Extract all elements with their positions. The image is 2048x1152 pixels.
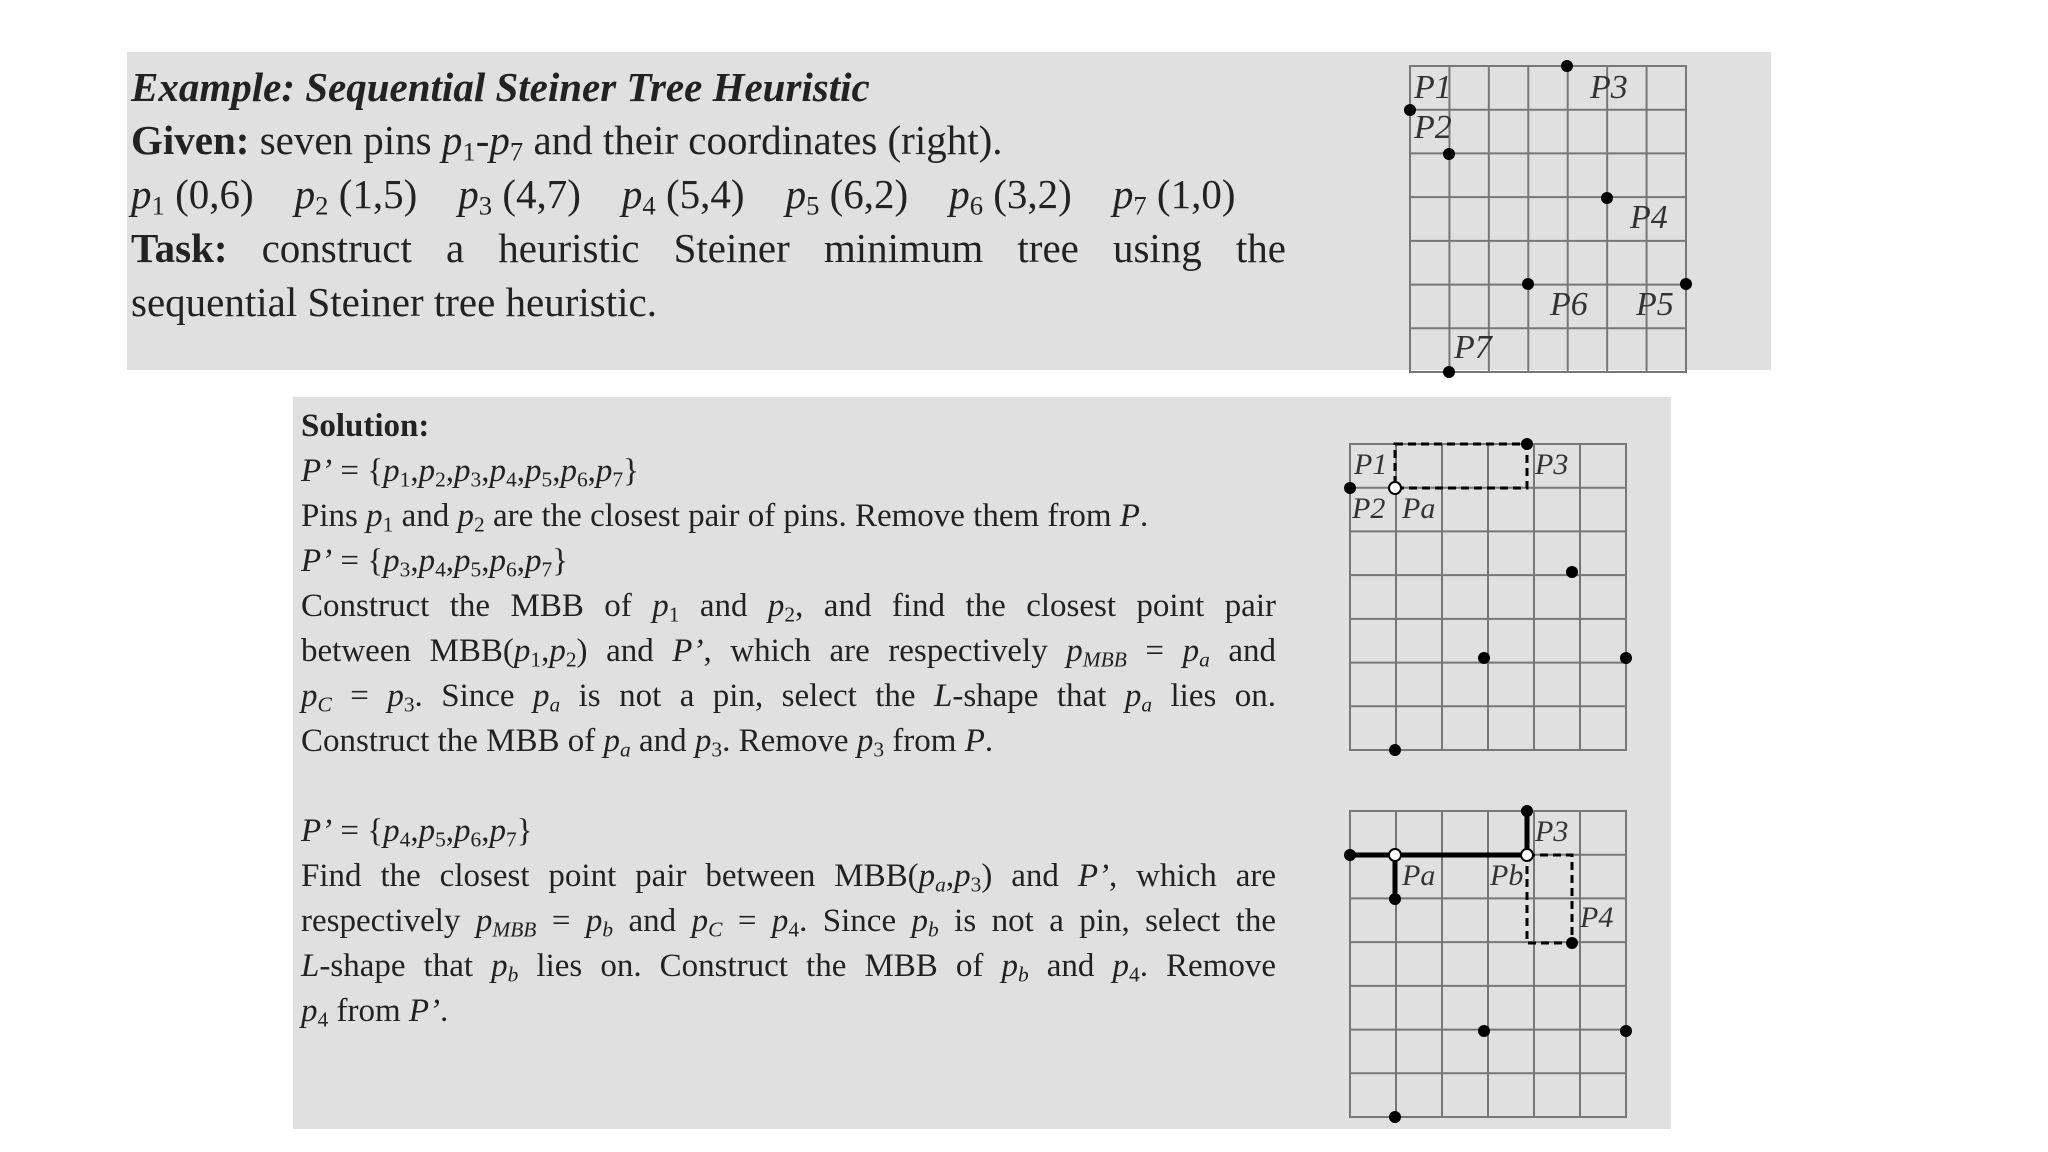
- pin-coordinates: [131, 167, 1235, 221]
- mid-dot-p5: [1620, 652, 1632, 664]
- example-title: Example: Sequential Steiner Tree Heuristic: [131, 64, 870, 110]
- label-p5: P5: [1636, 286, 1674, 323]
- solution-heading: Solution:: [301, 408, 430, 444]
- bot-dot-p3: [1521, 805, 1533, 817]
- pin-coord-p5: $p_5$ (6,2): [785, 171, 909, 221]
- mid-label-p3: P3: [1535, 448, 1569, 481]
- pin-dot-p3: [1561, 60, 1573, 72]
- pin-dot-p6: [1522, 278, 1534, 290]
- step1-text: Pins $p_1$ and $p_2$ are the closest pair of pins. Remove them from P.: [301, 498, 1149, 537]
- mid-dot-p6: [1478, 652, 1490, 664]
- pin-dot-p7: [1443, 366, 1455, 378]
- step3-set: P’ = $\{p_4,p_5,p_6,p_7\}$: [301, 813, 533, 852]
- step2-line-2: between $MBB(p_1,p_2)$ and P’, which are respectively $p_{MBB} = p_a$ and: [301, 633, 1276, 672]
- bot-label-pb: Pb: [1490, 859, 1524, 892]
- bot-dot-p4: [1566, 937, 1578, 949]
- mid-dot-p7: [1389, 744, 1401, 756]
- mid-point-pa: [1389, 482, 1401, 494]
- label-p1: P1: [1414, 69, 1452, 106]
- pin-dot-p5: [1680, 278, 1692, 290]
- task-line-1: Task: construct a heuristic Steiner minimum tree using the: [131, 225, 1286, 271]
- pin-coord-p2: $p_2$ (1,5): [294, 171, 418, 221]
- step2-line-1: Construct the MBB of $p_1$ and $p_2$, and find the closest point pair: [301, 588, 1276, 627]
- bot-dot-p6: [1478, 1025, 1490, 1037]
- bot-dot-p7: [1389, 1111, 1401, 1123]
- mid-dot-p4: [1566, 566, 1578, 578]
- bot-dot-p2: [1389, 893, 1401, 905]
- given-line: Given: seven pins $p_1-p_7$ and their coordinates (right).: [131, 117, 1003, 167]
- label-p4: P4: [1630, 199, 1668, 236]
- bot-dot-p5: [1620, 1025, 1632, 1037]
- pin-coord-p7: $p_7$ (1,0): [1112, 171, 1236, 221]
- mid-label-p2: P2: [1352, 492, 1386, 525]
- pin-coord-p4: $p_4$ (5,4): [621, 171, 745, 221]
- step2-line-3: $p_C = p_3$. Since $p_a$ is not a pin, select the L-shape that $p_a$ lies on.: [301, 678, 1277, 717]
- bot-label-pa: Pa: [1402, 859, 1436, 892]
- pin-coord-p6: $p_6$ (3,2): [949, 171, 1072, 221]
- bot-label-p3: P3: [1535, 815, 1569, 848]
- label-p6: P6: [1550, 286, 1588, 323]
- pin-coord-p3: $p_3$ (4,7): [458, 171, 581, 221]
- step3-line-3: L-shape that $p_b$ lies on. Construct the MBB of $p_b$ and $p_4$. Remove: [301, 948, 1277, 987]
- mbb-pa-p3-figure: [1340, 803, 1640, 1123]
- step1-set: P’ = $\{p_1,p_2,p_3,p_4,p_5,p_6,p_7\}$: [301, 453, 639, 492]
- bot-dot-p1: [1344, 849, 1356, 861]
- step3-line-1: Find the closest point pair between $MBB(p_a,p_3)$ and P’, which are: [301, 858, 1276, 897]
- bot-label-p4: P4: [1580, 901, 1614, 934]
- task-line-2: sequential Steiner tree heuristic.: [131, 279, 657, 325]
- step3-line-4: $p_4$ from P’.: [301, 993, 449, 1032]
- mid-label-pa: Pa: [1402, 492, 1436, 525]
- pin-dot-p4: [1601, 192, 1613, 204]
- step3-line-2: respectively $p_{MBB} = p_b$ and $p_C = p_4$. Since $p_b$ is not a pin, select the: [301, 903, 1276, 942]
- mid-label-p1: P1: [1354, 448, 1388, 481]
- pin-coord-p1: $p_1$ (0,6): [131, 171, 254, 221]
- step2-set: P’ = $\{p_3,p_4,p_5,p_6,p_7\}$: [301, 543, 569, 582]
- mid-dot-p3: [1521, 438, 1533, 450]
- given-label: Given:: [131, 117, 250, 163]
- label-p3: P3: [1590, 69, 1628, 106]
- label-p7: P7: [1454, 329, 1492, 366]
- bot-point-pa: [1389, 849, 1401, 861]
- pin-grid-figure: [1400, 58, 1700, 378]
- mbb-p1-p2-figure: [1340, 436, 1640, 756]
- step2-line-4: Construct the MBB of $p_a$ and $p_3$. Remove $p_3$ from P.: [301, 723, 994, 762]
- label-p2: P2: [1414, 109, 1452, 146]
- mbb-pa-p3: [1395, 444, 1527, 488]
- pin-dot-p2: [1443, 148, 1455, 160]
